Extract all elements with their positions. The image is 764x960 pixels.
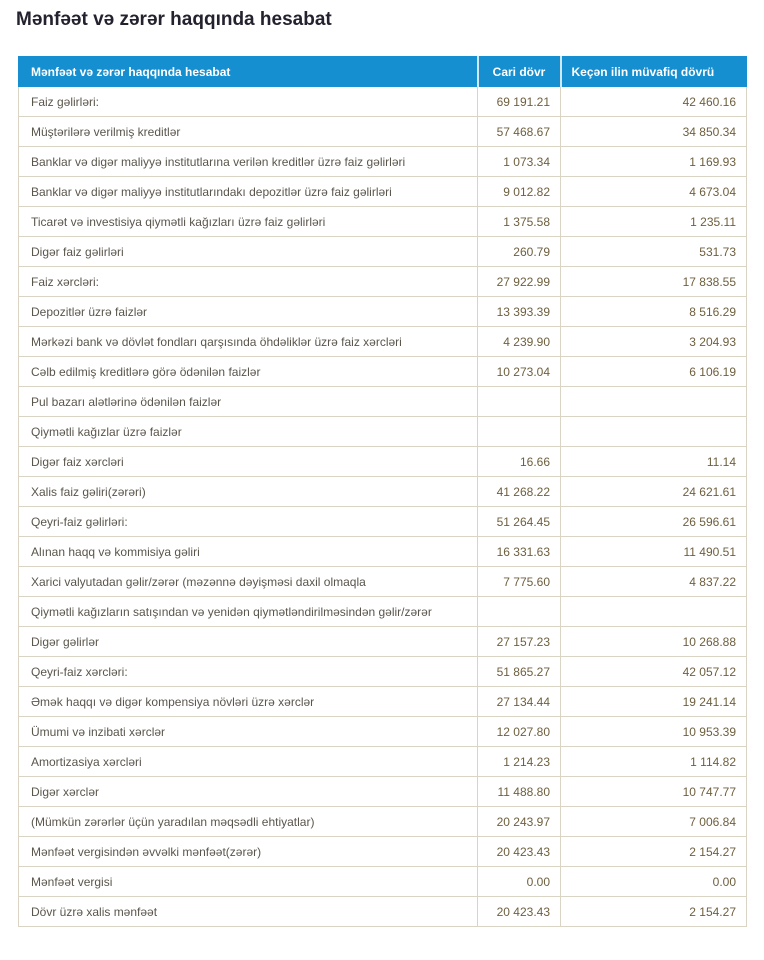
page-title: Mənfəət və zərər haqqında hesabat — [16, 9, 332, 30]
row-previous-value: 26 596.61 — [561, 507, 747, 537]
row-current-value: 10 273.04 — [478, 357, 561, 387]
table-header — [19, 57, 747, 87]
row-previous-value: 1 169.93 — [561, 147, 747, 177]
table-row — [19, 417, 747, 447]
table-row — [19, 267, 747, 297]
row-current-value: 4 239.90 — [478, 327, 561, 357]
table-row — [19, 447, 747, 477]
table-row — [19, 357, 747, 387]
profit-loss-table — [18, 56, 747, 927]
row-current-value — [478, 597, 561, 627]
table-row — [19, 87, 747, 117]
row-current-value — [478, 417, 561, 447]
table-row — [19, 837, 747, 867]
table-row — [19, 807, 747, 837]
row-current-value: 20 423.43 — [478, 897, 561, 927]
table-row — [19, 147, 747, 177]
row-current-value: 51 865.27 — [478, 657, 561, 687]
row-current-value: 13 393.39 — [478, 297, 561, 327]
row-label: Digər faiz gəlirləri — [19, 237, 478, 267]
row-previous-value: 4 673.04 — [561, 177, 747, 207]
row-current-value: 7 775.60 — [478, 567, 561, 597]
row-current-value: 1 214.23 — [478, 747, 561, 777]
row-previous-value: 531.73 — [561, 237, 747, 267]
table-row — [19, 897, 747, 927]
table-row — [19, 117, 747, 147]
row-current-value: 0.00 — [478, 867, 561, 897]
row-current-value: 20 423.43 — [478, 837, 561, 867]
row-previous-value — [561, 387, 747, 417]
row-label: Cəlb edilmiş kreditlərə görə ödənilən faizlər — [19, 357, 478, 387]
row-label: Banklar və digər maliyyə institutlarına verilən kreditlər üzrə faiz gəlirləri — [19, 147, 478, 177]
row-previous-value: 10 268.88 — [561, 627, 747, 657]
table-row — [19, 627, 747, 657]
row-current-value: 69 191.21 — [478, 87, 561, 117]
table-row — [19, 687, 747, 717]
row-current-value: 20 243.97 — [478, 807, 561, 837]
row-previous-value: 1 114.82 — [561, 747, 747, 777]
row-current-value: 51 264.45 — [478, 507, 561, 537]
row-label: Qeyri-faiz gəlirləri: — [19, 507, 478, 537]
header-cell-current-period: Cari dövr — [478, 57, 561, 87]
table-row — [19, 867, 747, 897]
row-previous-value: 10 747.77 — [561, 777, 747, 807]
row-current-value: 11 488.80 — [478, 777, 561, 807]
row-current-value: 12 027.80 — [478, 717, 561, 747]
row-label: Faiz xərcləri: — [19, 267, 478, 297]
table-row — [19, 777, 747, 807]
row-label: Banklar və digər maliyyə institutlarındakı depozitlər üzrə faiz gəlirləri — [19, 177, 478, 207]
row-label: Qeyri-faiz xərcləri: — [19, 657, 478, 687]
row-current-value: 27 157.23 — [478, 627, 561, 657]
row-label: Qiymətli kağızların satışından və yenidən qiymətləndirilməsindən gəlir/zərər — [19, 597, 478, 627]
row-current-value: 57 468.67 — [478, 117, 561, 147]
row-label: Faiz gəlirləri: — [19, 87, 478, 117]
row-previous-value: 4 837.22 — [561, 567, 747, 597]
row-label: Ümumi və inzibati xərclər — [19, 717, 478, 747]
table-row — [19, 597, 747, 627]
row-label: Əmək haqqı və digər kompensiya növləri üzrə xərclər — [19, 687, 478, 717]
row-previous-value: 10 953.39 — [561, 717, 747, 747]
row-previous-value: 2 154.27 — [561, 837, 747, 867]
row-previous-value: 34 850.34 — [561, 117, 747, 147]
row-label: Alınan haqq və kommisiya gəliri — [19, 537, 478, 567]
row-previous-value: 17 838.55 — [561, 267, 747, 297]
row-current-value: 27 134.44 — [478, 687, 561, 717]
row-current-value: 41 268.22 — [478, 477, 561, 507]
row-label: (Mümkün zərərlər üçün yaradılan məqsədli ehtiyatlar) — [19, 807, 478, 837]
table-row — [19, 657, 747, 687]
row-previous-value: 0.00 — [561, 867, 747, 897]
table-row — [19, 747, 747, 777]
row-current-value: 260.79 — [478, 237, 561, 267]
row-label: Digər gəlirlər — [19, 627, 478, 657]
table-row — [19, 327, 747, 357]
table-body — [19, 87, 747, 927]
row-current-value: 16 331.63 — [478, 537, 561, 567]
row-label: Mənfəət vergisi — [19, 867, 478, 897]
row-label: Ticarət və investisiya qiymətli kağızları üzrə faiz gəlirləri — [19, 207, 478, 237]
row-previous-value — [561, 417, 747, 447]
table-row — [19, 387, 747, 417]
row-label: Mərkəzi bank və dövlət fondları qarşısında öhdəliklər üzrə faiz xərcləri — [19, 327, 478, 357]
row-label: Müştərilərə verilmiş kreditlər — [19, 117, 478, 147]
row-previous-value: 11 490.51 — [561, 537, 747, 567]
row-previous-value: 7 006.84 — [561, 807, 747, 837]
header-cell-report-name: Mənfəət və zərər haqqında hesabat — [19, 57, 478, 87]
row-previous-value: 11.14 — [561, 447, 747, 477]
table-row — [19, 567, 747, 597]
row-previous-value — [561, 597, 747, 627]
table-header-row — [19, 57, 747, 87]
row-previous-value: 3 204.93 — [561, 327, 747, 357]
row-label: Amortizasiya xərcləri — [19, 747, 478, 777]
row-previous-value: 42 057.12 — [561, 657, 747, 687]
table-row — [19, 477, 747, 507]
row-label: Qiymətli kağızlar üzrə faizlər — [19, 417, 478, 447]
row-label: Mənfəət vergisindən əvvəlki mənfəət(zərər) — [19, 837, 478, 867]
row-label: Xarici valyutadan gəlir/zərər (məzənnə dəyişməsi daxil olmaqla — [19, 567, 478, 597]
row-previous-value: 19 241.14 — [561, 687, 747, 717]
row-current-value: 27 922.99 — [478, 267, 561, 297]
row-label: Depozitlər üzrə faizlər — [19, 297, 478, 327]
table-row — [19, 177, 747, 207]
row-previous-value: 8 516.29 — [561, 297, 747, 327]
row-previous-value: 2 154.27 — [561, 897, 747, 927]
row-label: Pul bazarı alətlərinə ödənilən faizlər — [19, 387, 478, 417]
table-row — [19, 297, 747, 327]
table-row — [19, 537, 747, 567]
row-current-value: 1 375.58 — [478, 207, 561, 237]
header-cell-previous-period: Keçən ilin müvafiq dövrü — [561, 57, 747, 87]
row-label: Digər faiz xərcləri — [19, 447, 478, 477]
table-row — [19, 207, 747, 237]
row-current-value: 9 012.82 — [478, 177, 561, 207]
row-label: Xalis faiz gəliri(zərəri) — [19, 477, 478, 507]
row-previous-value: 1 235.11 — [561, 207, 747, 237]
row-label: Dövr üzrə xalis mənfəət — [19, 897, 478, 927]
row-current-value: 1 073.34 — [478, 147, 561, 177]
row-current-value: 16.66 — [478, 447, 561, 477]
table-row — [19, 237, 747, 267]
table-row — [19, 717, 747, 747]
row-current-value — [478, 387, 561, 417]
row-label: Digər xərclər — [19, 777, 478, 807]
table-row — [19, 507, 747, 537]
row-previous-value: 42 460.16 — [561, 87, 747, 117]
row-previous-value: 24 621.61 — [561, 477, 747, 507]
row-previous-value: 6 106.19 — [561, 357, 747, 387]
